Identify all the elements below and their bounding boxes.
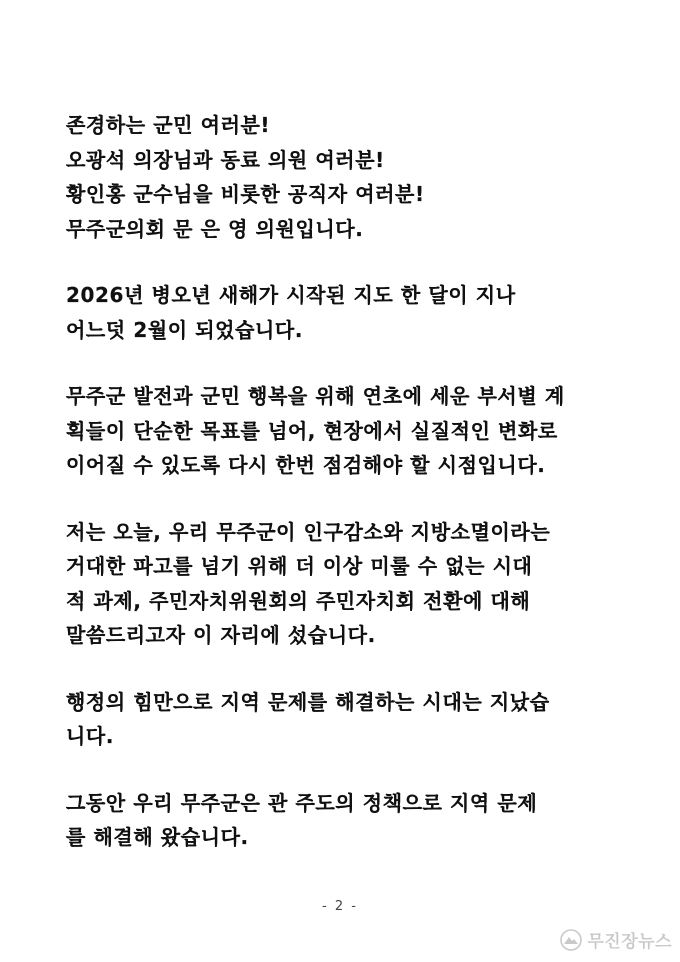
page-number: - 2 -	[322, 899, 358, 914]
paragraph-administration	[66, 685, 626, 754]
speech-body	[66, 108, 626, 887]
text-line: 이어질 수 있도록 다시 한번 점검해야 할 시점입니다.	[66, 453, 546, 477]
mountain-logo-icon	[560, 929, 582, 951]
paragraph-new-year	[66, 278, 626, 347]
text-line: 그동안 우리 무주군은 관 주도의 정책으로 지역 문제	[66, 790, 538, 815]
paragraph-plans	[66, 379, 626, 483]
paragraph-history	[66, 786, 626, 855]
watermark-text: 무진장뉴스	[587, 932, 672, 952]
text-line: 2026년 병오년 새해가 시작된 지도 한 달이 지나	[66, 283, 516, 307]
text-line: 존경하는 군민 여러분!	[66, 113, 271, 137]
text-line: 획들이 단순한 목표를 넘어, 현장에서 실질적인 변화로	[66, 418, 558, 443]
text-line: 적 과제, 주민자치위원회의 주민자치회 전환에 대해	[66, 588, 531, 613]
paragraph-greeting	[66, 108, 626, 246]
text-line: 말씀드리고자 이 자리에 섰습니다.	[66, 623, 376, 647]
text-line: 거대한 파고를 넘기 위해 더 이상 미룰 수 없는 시대	[66, 554, 533, 578]
text-line: 어느덧 2월이 되었습니다.	[66, 317, 304, 342]
text-line: 니다.	[66, 724, 115, 748]
text-line: 무주군의회 문 은 영 의원입니다.	[66, 216, 364, 241]
text-line: 저는 오늘, 우리 무주군이 인구감소와 지방소멸이라는	[66, 519, 551, 544]
watermark	[560, 927, 672, 952]
text-line: 무주군 발전과 군민 행복을 위해 연초에 세운 부서별 계	[66, 384, 565, 408]
paragraph-topic	[66, 515, 626, 653]
text-line: 행정의 힘만으로 지역 문제를 해결하는 시대는 지났습	[66, 689, 550, 714]
text-line: 오광석 의장님과 동료 의원 여러분!	[66, 147, 385, 172]
text-line: 황인홍 군수님을 비롯한 공직자 여러분!	[66, 182, 425, 206]
text-line: 를 해결해 왔습니다.	[66, 825, 249, 849]
